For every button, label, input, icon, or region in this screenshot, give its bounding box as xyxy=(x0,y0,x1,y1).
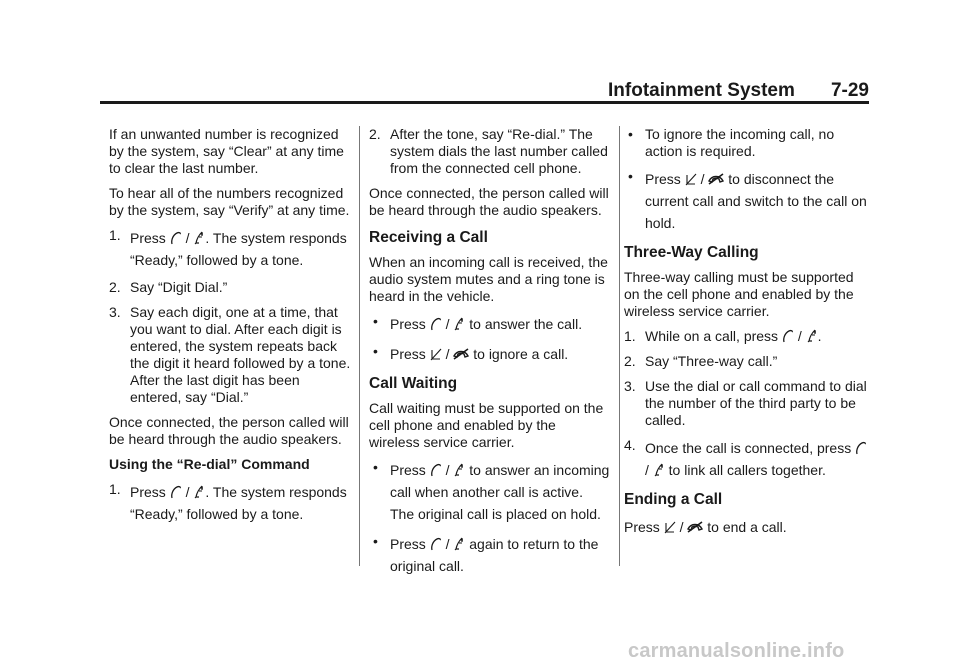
step-number: 2. xyxy=(624,353,636,369)
step-text: Say each digit, one at a time, that you want to dial. After each digit is entered, the system repeats back the digit it heard followed by a tone. After the last digit has been entered, say “Dial.” xyxy=(130,304,351,405)
bullet: • xyxy=(373,343,378,359)
bullet-text-pre: Press xyxy=(645,171,685,187)
step-text-post: . The system responds “Ready,” followed by a tone. xyxy=(130,230,347,268)
bullet-text-post: to answer an incoming call when another call is active. The original call is placed on hold. xyxy=(390,462,610,522)
separator: / xyxy=(645,462,649,478)
step-item xyxy=(369,126,610,177)
step-text xyxy=(130,227,353,271)
bullet-text-post: again to return to the original call. xyxy=(390,536,599,574)
step-item xyxy=(109,481,353,525)
step-text: Use the dial or call command to dial the number of the third party to be called. xyxy=(645,378,867,428)
bullet-text-pre: Press xyxy=(390,316,430,332)
separator: / xyxy=(445,536,450,552)
bullet-text xyxy=(390,343,610,365)
section-heading: Receiving a Call xyxy=(369,229,488,246)
push-to-talk-icon xyxy=(782,329,794,343)
step-item xyxy=(109,227,353,271)
bullet-text-post: to answer the call. xyxy=(465,316,583,332)
phone-icon xyxy=(193,485,205,499)
paragraph-post: to end a call. xyxy=(703,519,787,535)
push-to-talk-icon xyxy=(430,317,442,331)
phone-icon xyxy=(193,231,205,245)
bullet-text-post: to ignore a call. xyxy=(469,346,569,362)
step-text-post: . The system responds “Ready,” followed by a tone. xyxy=(130,484,347,522)
hang-up-icon xyxy=(453,347,469,361)
step-item xyxy=(624,328,869,345)
bullet: • xyxy=(628,168,633,184)
step-number: 2. xyxy=(109,279,121,295)
push-to-talk-icon xyxy=(855,441,867,455)
bullet-item xyxy=(369,343,610,365)
bullet-text xyxy=(390,533,610,577)
hang-up-icon xyxy=(708,172,724,186)
separator: / xyxy=(445,462,450,478)
push-to-talk-icon xyxy=(430,537,442,551)
bullet-text-pre: Press xyxy=(390,462,430,478)
bullet-text-pre: Press xyxy=(390,346,430,362)
bullet-text xyxy=(390,313,610,335)
push-to-talk-icon xyxy=(170,231,182,245)
step-text: Say “Three-way call.” xyxy=(645,353,778,369)
section-heading: Three-Way Calling xyxy=(624,244,759,261)
step-text-pre: Once the call is connected, press xyxy=(645,440,856,456)
phone-icon xyxy=(453,537,465,551)
step-number: 3. xyxy=(109,304,121,320)
step-number: 3. xyxy=(624,378,636,394)
paragraph: Three-way calling must be supported on the cell phone and enabled by the wireless service carrier. xyxy=(624,269,854,319)
bullet-item xyxy=(624,168,869,234)
step-number: 2. xyxy=(369,126,381,142)
step-text-post: . xyxy=(817,328,822,344)
separator: / xyxy=(700,171,705,187)
paragraph: When an incoming call is received, the audio system mutes and a ring tone is heard in the vehicle. xyxy=(369,254,608,304)
paragraph: If an unwanted number is recognized by the system, say “Clear” at any time to clear the last number. xyxy=(109,126,344,176)
column-middle xyxy=(369,126,610,585)
mute-icon xyxy=(685,172,697,186)
header-rule xyxy=(100,101,869,104)
step-text: Say “Digit Dial.” xyxy=(130,279,228,295)
separator: / xyxy=(797,328,802,344)
separator: / xyxy=(445,316,450,332)
paragraph: To hear all of the numbers recognized by the system, say “Verify” at any time. xyxy=(109,185,350,218)
step-item xyxy=(624,437,869,481)
bullet-item xyxy=(369,313,610,335)
step-text-post: to link all callers together. xyxy=(664,462,826,478)
step-number: 1. xyxy=(109,481,121,497)
separator: / xyxy=(185,484,190,500)
step-text: After the tone, say “Re-dial.” The system dials the last number called from the connected cell phone. xyxy=(390,126,608,176)
bullet: • xyxy=(373,533,378,549)
phone-icon xyxy=(453,317,465,331)
phone-icon xyxy=(806,329,818,343)
paragraph: Once connected, the person called will be heard through the audio speakers. xyxy=(109,414,349,447)
step-number: 1. xyxy=(109,227,121,243)
step-text-pre: Press xyxy=(130,230,170,246)
section-heading: Ending a Call xyxy=(624,491,723,508)
paragraph: Call waiting must be supported on the cell phone and enabled by the wireless service carrier. xyxy=(369,400,604,450)
bullet-text: To ignore the incoming call, no action is required. xyxy=(645,126,835,159)
push-to-talk-icon xyxy=(430,463,442,477)
step-item xyxy=(109,279,353,296)
subheading: Using the “Re-dial” Command xyxy=(109,456,310,472)
section-title: Infotainment System xyxy=(608,80,795,101)
bullet-item xyxy=(369,459,610,525)
mute-icon xyxy=(664,520,676,534)
watermark: carmanualsonline.info xyxy=(628,640,845,662)
bullet-item xyxy=(624,126,869,160)
bullet: • xyxy=(628,126,633,142)
step-text xyxy=(645,437,869,481)
phone-icon xyxy=(453,463,465,477)
column-left xyxy=(109,126,353,533)
step-item xyxy=(624,378,869,429)
step-item xyxy=(109,304,353,406)
column-right xyxy=(624,126,869,546)
paragraph xyxy=(624,516,869,538)
step-number: 1. xyxy=(624,328,636,344)
mute-icon xyxy=(430,347,442,361)
bullet: • xyxy=(373,459,378,475)
paragraph-pre: Press xyxy=(624,519,664,535)
push-to-talk-icon xyxy=(170,485,182,499)
separator: / xyxy=(679,519,684,535)
paragraph: Once connected, the person called will be heard through the audio speakers. xyxy=(369,185,609,218)
step-text xyxy=(130,481,353,525)
page-number: 7-29 xyxy=(830,80,869,101)
column-divider xyxy=(359,126,360,566)
step-number: 4. xyxy=(624,437,636,453)
step-item xyxy=(624,353,869,370)
phone-icon xyxy=(653,463,665,477)
bullet-text xyxy=(390,459,610,525)
separator: / xyxy=(445,346,450,362)
step-text-pre: Press xyxy=(130,484,170,500)
bullet-text-post: to disconnect the current call and switch to the call on hold. xyxy=(645,171,867,231)
bullet-item xyxy=(369,533,610,577)
bullet-text xyxy=(645,168,869,234)
hang-up-icon xyxy=(687,520,703,534)
bullet-text-pre: Press xyxy=(390,536,430,552)
bullet: • xyxy=(373,313,378,329)
column-divider xyxy=(619,126,620,566)
step-text xyxy=(645,328,869,345)
step-text-pre: While on a call, press xyxy=(645,328,782,344)
separator: / xyxy=(185,230,190,246)
section-heading: Call Waiting xyxy=(369,375,458,392)
